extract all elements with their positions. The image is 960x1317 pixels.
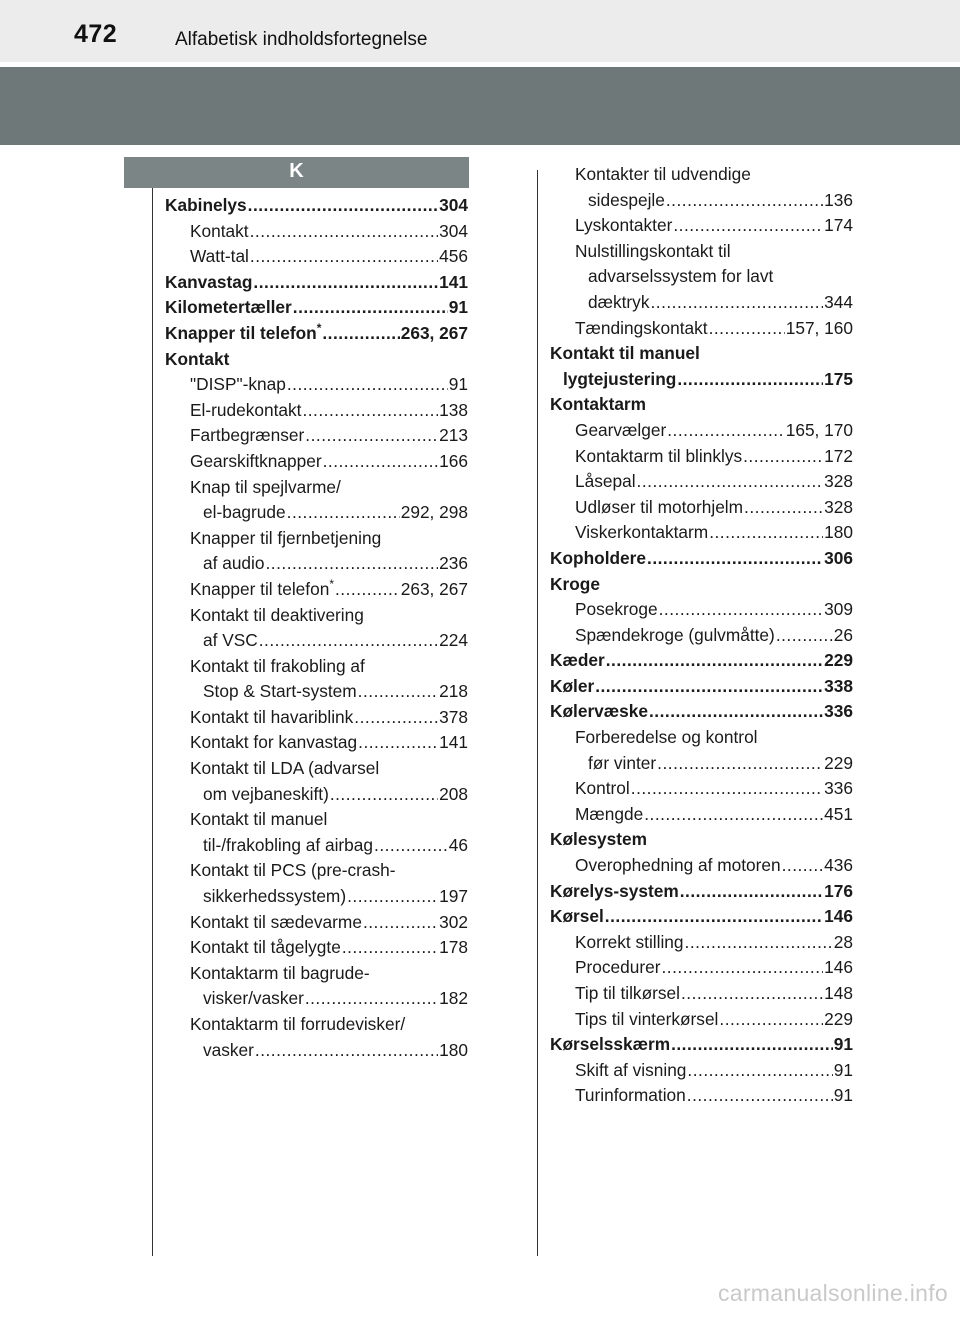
index-heading: [550, 264, 853, 290]
page-reference: 141: [439, 732, 468, 753]
page-reference: 336: [824, 778, 853, 799]
dot-leader: [374, 833, 448, 859]
dot-leader: [293, 295, 448, 321]
entry-text: Fartbegrænser: [190, 425, 305, 446]
index-entry: [550, 444, 853, 470]
entry-text: Udløser til motorhjelm: [575, 496, 744, 517]
entry-text: Låsepal: [575, 471, 636, 492]
index-heading: [165, 1012, 468, 1038]
entry-text: Kølesystem: [550, 829, 648, 850]
dot-leader: [647, 546, 823, 572]
footnote-marker: *: [316, 321, 322, 336]
index-entry: [165, 219, 468, 245]
page-reference: 175: [824, 368, 853, 389]
dot-leader: [776, 623, 833, 649]
index-heading: [550, 162, 853, 188]
index-entry: [165, 295, 468, 321]
index-column-right: [550, 162, 853, 1109]
index-column-left: [165, 193, 468, 1063]
entry-text: Forberedelse og kontrol: [575, 727, 758, 748]
dot-leader: [330, 782, 438, 808]
page-reference: 336: [824, 701, 853, 722]
entry-text: Kontrol: [575, 778, 630, 799]
header-strip: [0, 0, 960, 62]
index-entry: [165, 833, 468, 859]
index-entry: [165, 449, 468, 475]
dot-leader: [266, 551, 439, 577]
dot-leader: [250, 219, 439, 245]
dot-leader: [681, 981, 823, 1007]
index-entry: [165, 935, 468, 961]
dot-leader: [680, 879, 823, 905]
entry-text: Kontakt til sædevarme: [190, 911, 362, 932]
page-reference: 328: [824, 496, 853, 517]
page-reference: 91: [448, 374, 468, 395]
entry-text: dæktryk: [588, 291, 650, 312]
entry-text: Kontakt til tågelygte: [190, 937, 341, 958]
dot-leader: [719, 1007, 823, 1033]
entry-text: Kopholdere: [550, 547, 647, 568]
page-reference: 46: [448, 834, 468, 855]
dot-leader: [347, 884, 438, 910]
index-entry: [550, 1058, 853, 1084]
entry-text: Kontakt: [190, 220, 249, 241]
header-title: Alfabetisk indholdsfortegnelse: [175, 29, 428, 50]
entry-text: Kontakt til havariblink: [190, 706, 354, 727]
index-heading: [550, 572, 853, 598]
page-reference: 165, 170: [785, 419, 853, 440]
index-entry: [550, 802, 853, 828]
index-entry: [550, 776, 853, 802]
page-reference: 174: [824, 215, 853, 236]
dot-leader: [606, 648, 823, 674]
index-entry: [165, 398, 468, 424]
page-reference: 263, 267: [400, 322, 468, 343]
dot-leader: [650, 290, 823, 316]
entry-text: Knap til spejlvarme/: [190, 476, 341, 497]
index-entry: [550, 213, 853, 239]
entry-text: om vejbaneskift): [203, 783, 329, 804]
page-reference: 436: [824, 855, 853, 876]
index-entry: [550, 316, 853, 342]
entry-text: Kontakt til manuel: [550, 343, 700, 364]
index-entry: [550, 751, 853, 777]
dot-leader: [709, 520, 823, 546]
entry-text: visker/vasker: [203, 988, 304, 1009]
dot-leader: [250, 244, 438, 270]
entry-text: før vinter: [588, 752, 657, 773]
index-heading: [165, 654, 468, 680]
entry-text: Kølervæske: [550, 701, 648, 722]
entry-text: Kontakt til frakobling af: [190, 655, 365, 676]
index-entry: [550, 597, 853, 623]
index-entry: [165, 986, 468, 1012]
entry-text: Kontaktarm til blinklys: [575, 445, 743, 466]
section-letter-tab: K: [124, 157, 469, 188]
entry-text: vasker: [203, 1039, 254, 1060]
index-entry: [550, 367, 853, 393]
entry-text: Stop & Start-system: [203, 681, 357, 702]
dot-leader: [253, 270, 438, 296]
page-reference: 178: [439, 937, 468, 958]
column-divider-left: [152, 188, 153, 1256]
dot-leader: [709, 316, 785, 342]
entry-text: el-bagrude: [203, 502, 286, 523]
entry-text: Skift af visning: [575, 1059, 687, 1080]
entry-text: Overophedning af motoren: [575, 855, 781, 876]
entry-text: Køler: [550, 675, 595, 696]
index-entry: [165, 500, 468, 526]
entry-text: Kontakt til manuel: [190, 809, 328, 830]
entry-text: Knapper til telefon*: [165, 321, 322, 343]
page-reference: 292, 298: [400, 502, 468, 523]
entry-text: Kontakt til deaktivering: [190, 604, 364, 625]
page-reference: 157, 160: [785, 317, 853, 338]
page-reference: 304: [439, 195, 468, 215]
index-entry: [550, 546, 853, 572]
entry-text: Watt-tal: [190, 246, 249, 267]
dot-leader: [687, 1083, 833, 1109]
entry-text: Kørsel: [550, 906, 604, 927]
header-band: [0, 67, 960, 145]
entry-text: Tips til vinterkørsel: [575, 1008, 719, 1029]
index-entry: [165, 730, 468, 756]
page-reference: 208: [439, 783, 468, 804]
index-entry: [550, 1032, 853, 1058]
page-reference: 344: [824, 291, 853, 312]
dot-leader: [687, 1058, 832, 1084]
index-entry: [165, 679, 468, 705]
dot-leader: [677, 367, 823, 393]
entry-text: til-/frakobling af airbag: [203, 834, 374, 855]
dot-leader: [782, 853, 824, 879]
index-entry: [550, 495, 853, 521]
page-reference: 328: [824, 471, 853, 492]
page-reference: 176: [824, 880, 853, 901]
dot-leader: [305, 423, 438, 449]
entry-text: Korrekt stilling: [575, 931, 684, 952]
page-reference: 229: [824, 752, 853, 773]
entry-text: Kilometertæller: [165, 297, 292, 318]
dot-leader: [657, 751, 823, 777]
entry-text: Nulstillingskontakt til: [575, 240, 731, 261]
index-entry: [165, 782, 468, 808]
entry-text: "DISP"-knap: [190, 374, 286, 395]
page-reference: 229: [824, 650, 853, 671]
dot-leader: [287, 500, 400, 526]
page-reference: 26: [833, 624, 853, 645]
entry-text: Kontaktarm til bagrude-: [190, 962, 370, 983]
entry-text: Kørelys-system: [550, 880, 679, 901]
dot-leader: [354, 705, 438, 731]
dot-leader: [744, 495, 823, 521]
dot-leader: [259, 628, 438, 654]
dot-leader: [685, 930, 833, 956]
entry-text: Kontaktarm til forrudevisker/: [190, 1014, 406, 1034]
index-entry: [165, 551, 468, 577]
entry-text: Kanvastag: [165, 271, 253, 292]
entry-text: Gearskiftknapper: [190, 450, 322, 471]
page-reference: 180: [439, 1039, 468, 1060]
index-entry: [550, 904, 853, 930]
page-reference: 304: [439, 220, 468, 241]
index-heading: [550, 239, 853, 265]
page-reference: 451: [824, 803, 853, 824]
page-reference: 456: [439, 246, 468, 267]
page-reference: 166: [439, 450, 468, 471]
entry-text: Spændekroge (gulvmåtte): [575, 624, 775, 645]
dot-leader: [305, 986, 438, 1012]
index-entry: [165, 910, 468, 936]
entry-text: Kontakter til udvendige: [575, 164, 751, 184]
entry-text: Knapper til telefon*: [190, 577, 334, 599]
page-reference: 197: [439, 886, 468, 907]
dot-leader: [287, 372, 448, 398]
page-reference: 91: [833, 1059, 853, 1080]
index-entry: [550, 981, 853, 1007]
page-reference: 146: [824, 906, 853, 927]
dot-leader: [358, 730, 438, 756]
entry-text: Tip til tilkørsel: [575, 983, 680, 1003]
page-reference: 138: [439, 399, 468, 420]
dot-leader: [363, 910, 438, 936]
index-entry: [165, 193, 468, 219]
dot-leader: [595, 674, 823, 700]
index-heading: [550, 725, 853, 751]
page-reference: 263, 267: [400, 578, 468, 599]
index-entry: [550, 879, 853, 905]
page-reference: 218: [439, 681, 468, 702]
page-reference: 302: [439, 911, 468, 932]
entry-text: Tændingskontakt: [575, 317, 708, 338]
index-entry: [165, 270, 468, 296]
page-reference: 306: [824, 547, 853, 568]
page-number: 472: [74, 20, 118, 48]
dot-leader: [662, 955, 824, 981]
dot-leader: [671, 1032, 833, 1058]
index-entry: [550, 930, 853, 956]
entry-text: sidespejle: [588, 189, 665, 210]
entry-text: Kontakt: [165, 348, 230, 369]
entry-text: Posekroge: [575, 599, 658, 620]
dot-leader: [605, 904, 823, 930]
page-reference: 309: [824, 599, 853, 620]
page-reference: 28: [833, 931, 853, 952]
watermark: carmanualsonline.info: [717, 1280, 948, 1306]
dot-leader: [255, 1038, 438, 1064]
page-reference: 182: [439, 988, 468, 1009]
footnote-marker: *: [329, 577, 334, 592]
index-entry: [165, 628, 468, 654]
dot-leader: [743, 444, 823, 470]
page-reference: 236: [439, 553, 468, 574]
index-entry: [550, 648, 853, 674]
index-heading: [165, 475, 468, 501]
page-reference: 229: [824, 1008, 853, 1029]
dot-leader: [667, 418, 784, 444]
dot-leader: [666, 188, 823, 214]
dot-leader: [649, 699, 823, 725]
dot-leader: [659, 597, 824, 623]
dot-leader: [342, 935, 438, 961]
index-entry: [550, 520, 853, 546]
page-reference: 148: [824, 983, 853, 1003]
index-entry: [550, 955, 853, 981]
index-entry: [550, 699, 853, 725]
page-reference: 91: [833, 1034, 853, 1055]
entry-text: Kabinelys: [165, 195, 247, 215]
index-entry: [165, 423, 468, 449]
index-entry: [550, 290, 853, 316]
entry-text: Kontakt til PCS (pre-crash-: [190, 860, 396, 881]
page-reference: 180: [824, 522, 853, 543]
page-reference: 91: [833, 1085, 853, 1106]
index-entry: [550, 1007, 853, 1033]
entry-text: Kontakt for kanvastag: [190, 732, 358, 753]
entry-text: Mængde: [575, 803, 644, 824]
index-heading: [550, 341, 853, 367]
index-entry: [165, 1038, 468, 1064]
entry-text: Kontakt til LDA (advarsel: [190, 758, 380, 779]
index-entry: [165, 244, 468, 270]
page-reference: 146: [824, 957, 853, 978]
page-reference: 224: [439, 630, 468, 651]
entry-text: Viskerkontaktarm: [575, 522, 709, 543]
index-entry: [165, 884, 468, 910]
page-reference: 378: [439, 706, 468, 727]
index-entry: [550, 469, 853, 495]
index-entry: [550, 418, 853, 444]
index-entry: [550, 1083, 853, 1109]
entry-text: Lyskontakter: [575, 215, 673, 236]
index-heading: [165, 756, 468, 782]
index-entry: [550, 623, 853, 649]
entry-text: Kroge: [550, 573, 600, 594]
dot-leader: [358, 679, 438, 705]
entry-text: El-rudekontakt: [190, 399, 302, 420]
index-entry: [550, 853, 853, 879]
entry-text: Procedurer: [575, 957, 661, 978]
page-reference: 213: [439, 425, 468, 446]
dot-leader: [323, 449, 439, 475]
entry-text: af audio: [203, 553, 265, 574]
dot-leader: [322, 321, 399, 347]
entry-text: lygtejustering: [563, 368, 677, 389]
entry-text: Knapper til fjernbetjening: [190, 527, 382, 548]
page-reference: 172: [824, 445, 853, 466]
index-heading: [550, 827, 853, 853]
index-heading: [165, 347, 468, 373]
index-entry: [165, 577, 468, 603]
index-heading: [165, 526, 468, 552]
dot-leader: [644, 802, 823, 828]
index-heading: [165, 961, 468, 987]
dot-leader: [637, 469, 824, 495]
entry-text: Kørselsskærm: [550, 1034, 671, 1055]
entry-text: Kontaktarm: [550, 394, 647, 415]
entry-text: Gearvælger: [575, 419, 667, 440]
index-entry: [165, 705, 468, 731]
page-reference: 141: [439, 271, 468, 292]
index-heading: [165, 807, 468, 833]
page-reference: 338: [824, 675, 853, 696]
entry-text: sikkerhedssystem): [203, 886, 347, 907]
index-heading: [165, 858, 468, 884]
index-entry: [165, 372, 468, 398]
dot-leader: [248, 193, 439, 219]
dot-leader: [335, 577, 400, 603]
index-entry: [550, 188, 853, 214]
entry-text: Kæder: [550, 650, 605, 671]
index-entry: [550, 674, 853, 700]
index-entry: [165, 321, 468, 347]
dot-leader: [302, 398, 438, 424]
column-divider-middle: [537, 170, 538, 1256]
entry-text: advarselssystem for lavt: [588, 266, 774, 287]
page-reference: 136: [824, 189, 853, 210]
dot-leader: [631, 776, 823, 802]
entry-text: af VSC: [203, 630, 258, 651]
index-heading: [550, 392, 853, 418]
page-reference: 91: [448, 297, 468, 318]
dot-leader: [673, 213, 823, 239]
entry-text: Turinformation: [575, 1085, 686, 1106]
index-heading: [165, 603, 468, 629]
